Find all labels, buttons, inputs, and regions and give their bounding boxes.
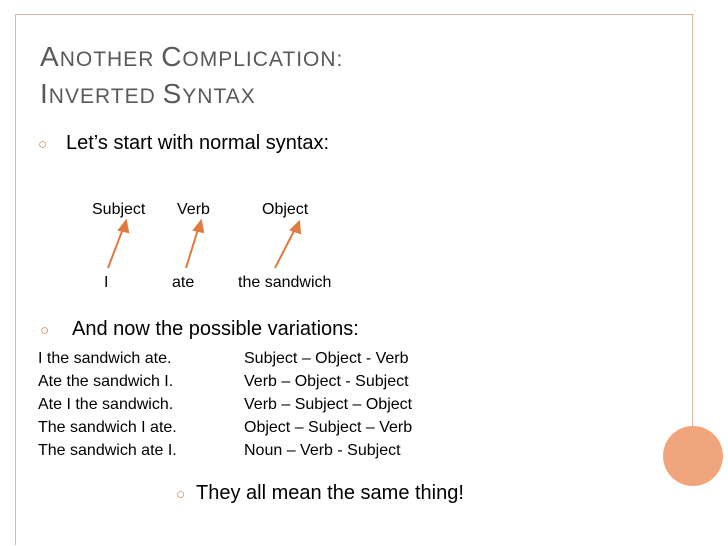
word-i: I [104,274,109,291]
variation-order: Noun – Verb - Subject [244,442,401,459]
arrow-object [275,227,296,268]
variation-sentence: The sandwich I ate. [38,419,177,436]
variation-order: Verb – Subject – Object [244,396,413,413]
bullet-marker-icon: ○ [40,322,50,339]
bullet-3: They all mean the same thing! [196,482,464,504]
arrow-verb [186,226,199,268]
variation-sentence: Ate I the sandwich. [38,396,174,413]
word-ate: ate [172,274,195,291]
variation-sentence: I the sandwich ate. [38,350,172,367]
label-verb: Verb [177,201,210,218]
variation-sentence: The sandwich ate I. [38,442,177,459]
label-object: Object [262,201,309,218]
bullet-1: Let’s start with normal syntax: [66,132,330,154]
arrow-object-head [291,222,300,233]
arrow-subject [108,226,124,268]
arrow-subject-head [119,221,128,232]
title-line-1: ANOTHER COMPLICATION: [40,41,344,72]
bullet-2: And now the possible variations: [72,318,359,340]
variation-order: Subject – Object - Verb [244,350,409,367]
arrow-verb-head [194,221,203,232]
title-line-2: INVERTED SYNTAX [40,78,256,109]
word-the-sandwich: the sandwich [238,274,332,291]
label-subject: Subject [92,201,146,218]
variation-order: Object – Subject – Verb [244,419,413,436]
bullet-marker-icon: ○ [176,486,186,503]
variation-sentence: Ate the sandwich I. [38,373,174,390]
bullet-marker-icon: ○ [38,136,48,153]
variation-order: Verb – Object - Subject [244,373,409,390]
